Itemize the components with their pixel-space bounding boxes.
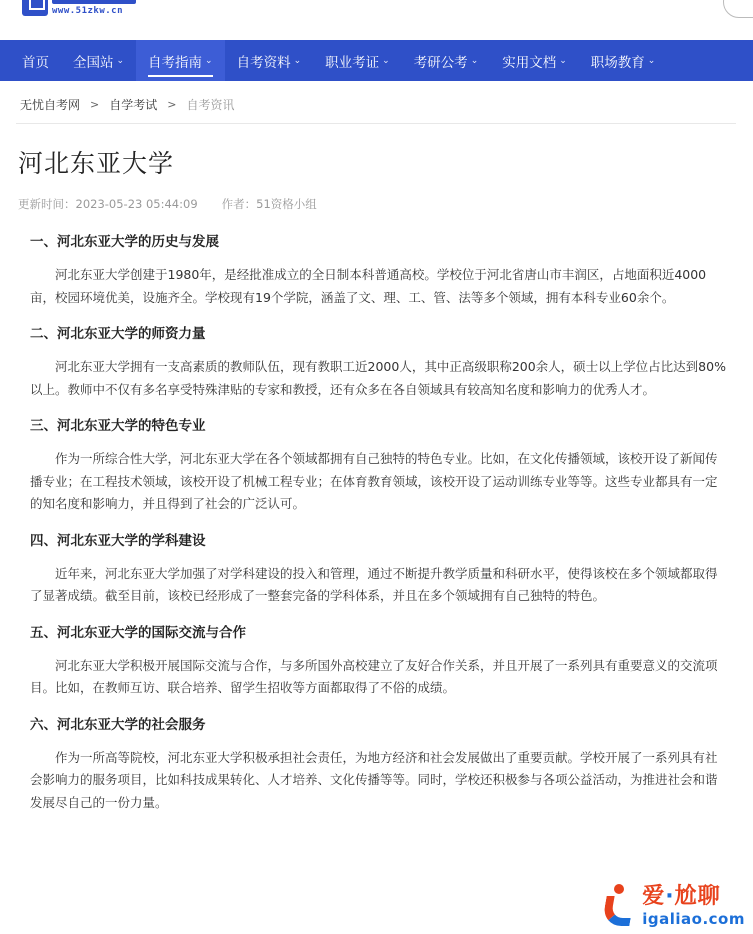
- logo-url: www.51zkw.cn: [52, 6, 124, 16]
- section-paragraph: 作为一所高等院校，河北东亚大学积极承担社会责任，为地方经济和社会发展做出了重要贡献。学校开展了一系列具有社会影响力的服务项目，比如科技成果转化、人才培养、文化传播等等。同时，学校还积极参与各项公益活动，为推进社会和谐发展尽自己的一份力量。: [30, 749, 718, 810]
- breadcrumb-category[interactable]: 自学考试: [109, 98, 158, 112]
- site-logo[interactable]: [22, 0, 136, 16]
- nav-item-label: 考研公考: [413, 54, 468, 71]
- watermark-url: igaliao.com: [642, 910, 745, 928]
- nav-item-label: 职业考证: [325, 54, 380, 71]
- chevron-down-icon: ⌄: [116, 55, 125, 66]
- article-meta: [18, 196, 317, 212]
- section-paragraph: 河北东亚大学创建于1980年，是经批准成立的全日制本科普通高校。学校位于河北省唐山市丰润区，占地面积近4000亩，校园环境优美，设施齐全。学校现有19个学院，涵盖了文、理、工、管、法等多个领域，拥有本科专业60余个。: [30, 267, 707, 305]
- chevron-down-icon: ⌄: [205, 55, 213, 66]
- chevron-down-icon: ⌄: [293, 55, 302, 66]
- section-paragraph: 作为一所综合性大学，河北东亚大学在各个领域都拥有自己独特的特色专业。比如，在文化传播领域，该校开设了新闻传播专业；在工程技术领域，该校开设了机械工程专业；在体育教育领域，该校开设了运动训练专业等等。这些专业都具有一定的知名度和影响力，并且得到了社会的广泛认可。: [30, 451, 718, 511]
- divider: [16, 123, 736, 124]
- nav-item-3[interactable]: [225, 40, 314, 81]
- section-heading: 四、河北东亚大学的学科建设: [30, 532, 206, 549]
- main-nav: [0, 40, 753, 81]
- page-title: 河北东亚大学: [18, 149, 175, 178]
- search-input[interactable]: [723, 0, 753, 18]
- nav-item-1[interactable]: [61, 40, 136, 81]
- author: 作者：51资格小组: [221, 197, 317, 211]
- section-paragraph: 河北东亚大学拥有一支高素质的教师队伍，现有教职工近2000人，其中正高级职称200余人，硕士以上学位占比达到80%以上。教师中不仅有多名享受特殊津贴的专家和教授，还有众多在各自领域具有较高知名度和影响力的优秀人才。: [30, 359, 726, 397]
- nav-item-6[interactable]: [490, 40, 579, 81]
- nav-item-2[interactable]: [136, 40, 225, 81]
- nav-item-5[interactable]: [402, 40, 491, 81]
- top-bar: [0, 0, 753, 40]
- section-heading: 二、河北东亚大学的师资力量: [30, 326, 206, 342]
- nav-item-7[interactable]: [579, 40, 668, 81]
- nav-item-4[interactable]: [313, 40, 402, 81]
- watermark-title: 爱·尬聊: [642, 884, 721, 909]
- nav-item-label: 实用文档: [502, 54, 557, 71]
- watermark: [598, 884, 745, 928]
- chevron-down-icon: ⌄: [382, 55, 390, 66]
- nav-item-label: 全国站: [73, 54, 114, 71]
- chevron-down-icon: ⌄: [647, 55, 656, 66]
- logo-wordmark: [52, 0, 136, 4]
- chevron-down-icon: ⌄: [470, 55, 479, 66]
- section-heading: 三、河北东亚大学的特色专业: [30, 418, 206, 434]
- section-heading: 六、河北东亚大学的社会服务: [30, 716, 206, 733]
- updated-time: 更新时间：2023-05-23 05:44:09: [18, 197, 198, 211]
- section-paragraph: 河北东亚大学积极开展国际交流与合作，与多所国外高校建立了友好合作关系，并且开展了一系列具有重要意义的交流项目。比如，在教师互访、联合培养、留学生招收等方面都取得了不俗的成绩。: [30, 657, 718, 695]
- logo-mark-icon: [22, 0, 48, 16]
- breadcrumb-separator: >: [167, 98, 177, 111]
- nav-item-label: 自考指南: [148, 54, 203, 71]
- nav-item-label: 职场教育: [590, 54, 645, 71]
- nav-item-label: 自考资料: [236, 54, 291, 71]
- section-heading: 一、河北东亚大学的历史与发展: [30, 234, 219, 250]
- runner-logo-icon: [598, 884, 638, 928]
- section-paragraph: 近年来，河北东亚大学加强了对学科建设的投入和管理，通过不断提升教学质量和科研水平，使得该校在多个领域都取得了显著成绩。截至目前，该校已经形成了一整套完备的学科体系，并且在多个领域拥有自己独特的特色。: [30, 565, 718, 603]
- chevron-down-icon: ⌄: [559, 55, 567, 66]
- breadcrumb-separator: >: [90, 98, 100, 111]
- breadcrumb-home[interactable]: 无忧自考网: [20, 98, 81, 112]
- nav-item-label: 首页: [22, 54, 49, 71]
- article-body: [30, 230, 728, 814]
- nav-item-0[interactable]: [10, 40, 61, 81]
- breadcrumb: [20, 96, 234, 113]
- section-heading: 五、河北东亚大学的国际交流与合作: [30, 624, 246, 641]
- breadcrumb-current[interactable]: 自考资讯: [186, 98, 235, 112]
